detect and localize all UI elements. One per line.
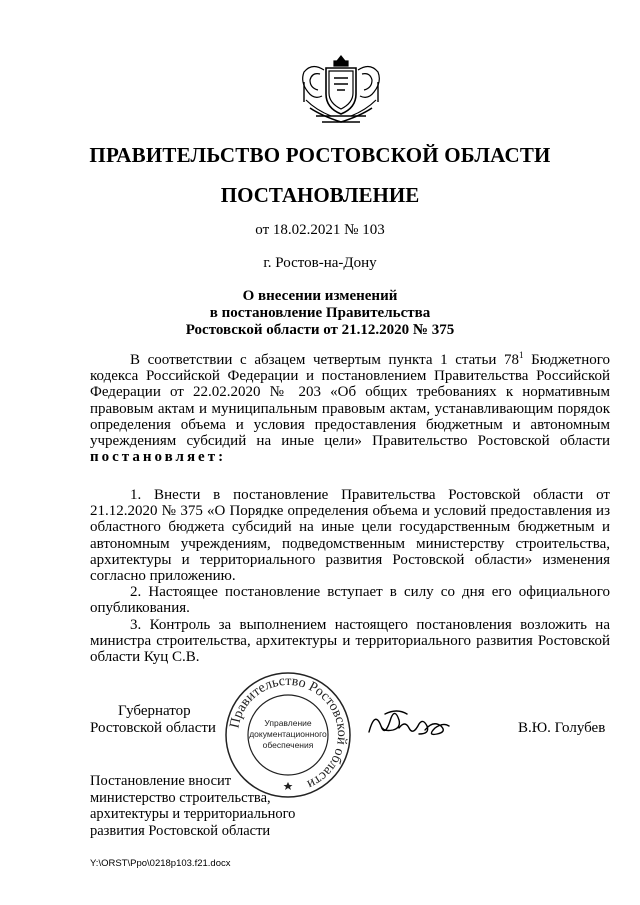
introduced-by-line: министерство строительства,: [90, 789, 271, 806]
introduced-by-line: Постановление вносит: [90, 773, 232, 789]
government-title: ПРАВИТЕЛЬСТВО РОСТОВСКОЙ ОБЛАСТИ: [89, 143, 551, 167]
preamble-paragraph: [90, 352, 610, 465]
article-superscript: 1: [519, 350, 524, 360]
decree-items: [90, 487, 610, 665]
stamp-inner-line: обеспечения: [262, 740, 314, 750]
signatory-name: В.Ю. Голубев: [518, 720, 606, 736]
signatory-title: [90, 703, 240, 737]
preamble-text: В соответствии с абзацем четвертым пункта 1 статьи 78: [130, 352, 519, 368]
decree-item: 2. Настоящее постановление вступает в силу со дня его официального опубликования.: [90, 584, 610, 617]
date-and-number: от 18.02.2021 № 103: [255, 222, 385, 238]
introduced-by-note: [90, 773, 350, 839]
signatory-title-line: Губернатор: [118, 703, 191, 719]
decides-word: постановляет:: [90, 449, 227, 466]
signatory-title-line: Ростовской области: [90, 720, 216, 736]
document-subject: [0, 288, 640, 339]
decree-item: 1. Внести в постановление Правительства Ростовской области от 21.12.2020 № 375 «О Порядке определения объема и условий предоставления из областного бюджета субсидий на иные цели государственным бюджетным и автономным учреждениям, подведомственным министерству строительства, архитектуры и территориального развития Ростовской области» изменения согласно приложению.: [90, 487, 610, 585]
handwritten-signature: [365, 702, 455, 752]
introduced-by-line: развития Ростовской области: [90, 822, 271, 839]
stamp-inner-line: документационного: [249, 729, 327, 739]
subject-line: О внесении изменений: [242, 288, 398, 304]
subject-line: в постановление Правительства: [209, 305, 431, 321]
file-path-footer: Y:\ORST\Ppo\0218p103.f21.docx: [90, 858, 231, 869]
decree-item: 3. Контроль за выполнением настоящего постановления возложить на министра строительства, архитектуры и территориального развития Ростовской области Куц С.В.: [90, 616, 610, 666]
subject-line: Ростовской области от 21.12.2020 № 375: [185, 322, 455, 338]
place-of-issue: г. Ростов-на-Дону: [263, 255, 377, 271]
stamp-inner-line: Управление: [264, 718, 312, 728]
stamp-ring-text: Правительство Ростовской области: [227, 673, 350, 792]
coat-of-arms-emblem: [296, 52, 386, 130]
introduced-by-line: архитектуры и территориального: [90, 806, 296, 822]
document-type-title: ПОСТАНОВЛЕНИЕ: [220, 183, 420, 207]
preamble-text-continued: Бюджетного кодекса Российской Федерации и постановлением Правительства Российской Федерации от 22.02.2020 № 203 «Об общих требованиях к нормативным правовым актам и муниципальным правовым актам, устанавливающим порядок определения объема и условия предоставления бюджетным и автономным учреждениям субсидий на иные цели» Правительство Ростовской области: [90, 352, 611, 450]
